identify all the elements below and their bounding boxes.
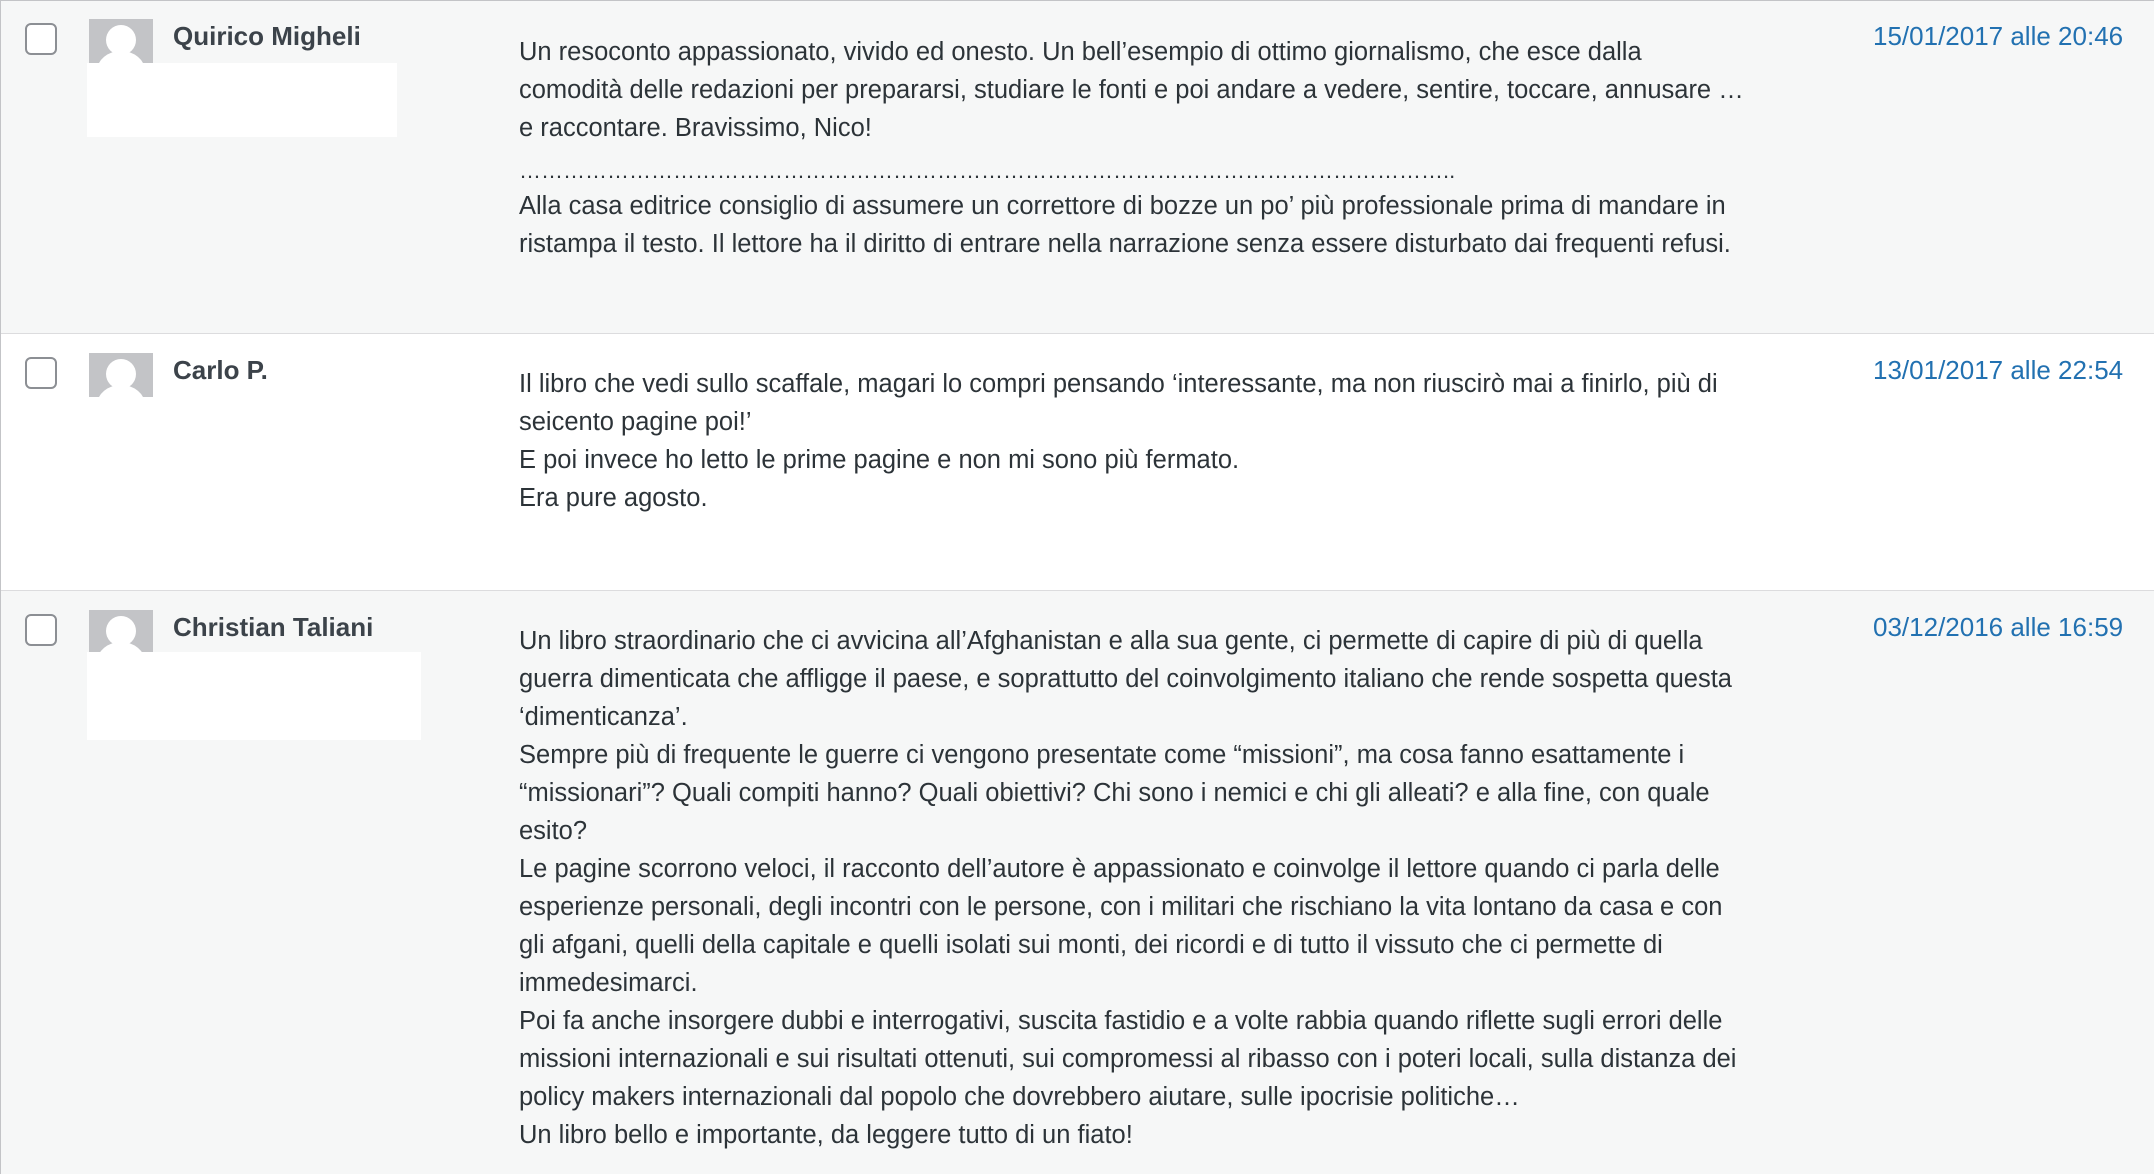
select-comment-checkbox[interactable] [25, 614, 57, 646]
avatar-icon [89, 19, 153, 63]
comment-text [519, 622, 1849, 1154]
comment-row [1, 334, 2154, 591]
avatar-icon [89, 610, 153, 654]
comment-line: ‘dimenticanza’. [519, 703, 688, 731]
select-comment-checkbox[interactable] [25, 357, 57, 389]
comment-author-name[interactable]: Quirico Migheli [173, 21, 361, 51]
comment-line: ristampa il testo. Il lettore ha il diritto di entrare nella narrazione senza essere disturbato dai frequenti refusi. [519, 230, 1731, 258]
comment-line: immedesimarci. [519, 969, 698, 997]
comment-line: Alla casa editrice consiglio di assumere un correttore di bozze un po’ più professionale prima di mandare in [519, 192, 1726, 220]
comment-line: policy makers internazionali dal popolo che dovrebbero aiutare, sulle ipocrisie politiche… [519, 1083, 1520, 1111]
comment-line: gli afgani, quelli della capitale e quelli isolati sui monti, dei ricordi e di tutto il vissuto che ci permette di [519, 931, 1663, 959]
author-details-redacted [87, 63, 397, 137]
comment-line: Poi fa anche insorgere dubbi e interrogativi, suscita fastidio e a volte rabbia quando riflette sugli errori delle [519, 1007, 1723, 1035]
comment-line: Sempre più di frequente le guerre ci vengono presentate come “missioni”, ma cosa fanno esattamente i [519, 741, 1685, 769]
comment-date-link[interactable]: 03/12/2016 alle 16:59 [1873, 612, 2124, 642]
comment-line: Era pure agosto. [519, 484, 708, 512]
comment-author-name[interactable]: Carlo P. [173, 355, 268, 385]
comment-line: guerra dimenticata che affligge il paese, e soprattutto del coinvolgimento italiano che rende sospetta questa [519, 665, 1732, 693]
comment-line: comodità delle redazioni per prepararsi, studiare le fonti e poi andare a vedere, sentire, toccare, annusare … [519, 76, 1744, 104]
comment-line: Un libro straordinario che ci avvicina all’Afghanistan e alla sua gente, ci permette di capire di più di quella [519, 627, 1703, 655]
comment-line: Un libro bello e importante, da leggere tutto di un fiato! [519, 1121, 1133, 1149]
comment-line: seicento pagine poi!’ [519, 408, 752, 436]
select-comment-checkbox[interactable] [25, 23, 57, 55]
comment-line: Un resoconto appassionato, vivido ed onesto. Un bell’esempio di ottimo giornalismo, che esce dalla [519, 38, 1642, 66]
comment-date-link[interactable]: 13/01/2017 alle 22:54 [1873, 355, 2124, 385]
comment-row [1, 1, 2154, 334]
comment-date-link[interactable]: 15/01/2017 alle 20:46 [1873, 21, 2124, 51]
comment-text [519, 33, 1849, 263]
comment-line: E poi invece ho letto le prime pagine e non mi sono più fermato. [519, 446, 1240, 474]
comment-text [519, 365, 1849, 517]
comment-line: “missionari”? Quali compiti hanno? Quali obiettivi? Chi sono i nemici e chi gli alleati? e alla fine, con quale [519, 779, 1710, 807]
comment-line: e raccontare. Bravissimo, Nico! [519, 114, 872, 142]
comment-line: esperienze personali, degli incontri con le persone, con i militari che rischiano la vita lontano da casa e con [519, 893, 1723, 921]
avatar-icon [89, 353, 153, 397]
comment-row [1, 591, 2154, 1174]
author-details-redacted [87, 652, 421, 740]
comment-separator-line: ……………………………………………………………………………………………………………….. [519, 158, 1456, 183]
comment-author-name[interactable]: Christian Taliani [173, 612, 374, 642]
comment-line: Le pagine scorrono veloci, il racconto dell’autore è appassionato e coinvolge il lettore quando ci parla delle [519, 855, 1720, 883]
comment-line: Il libro che vedi sullo scaffale, magari lo compri pensando ‘interessante, ma non riuscirò mai a finirlo, più di [519, 370, 1718, 398]
comment-line: esito? [519, 817, 588, 845]
comment-line: missioni internazionali e sui risultati ottenuti, sui compromessi al ribasso con i poteri locali, sulla distanza dei [519, 1045, 1737, 1073]
